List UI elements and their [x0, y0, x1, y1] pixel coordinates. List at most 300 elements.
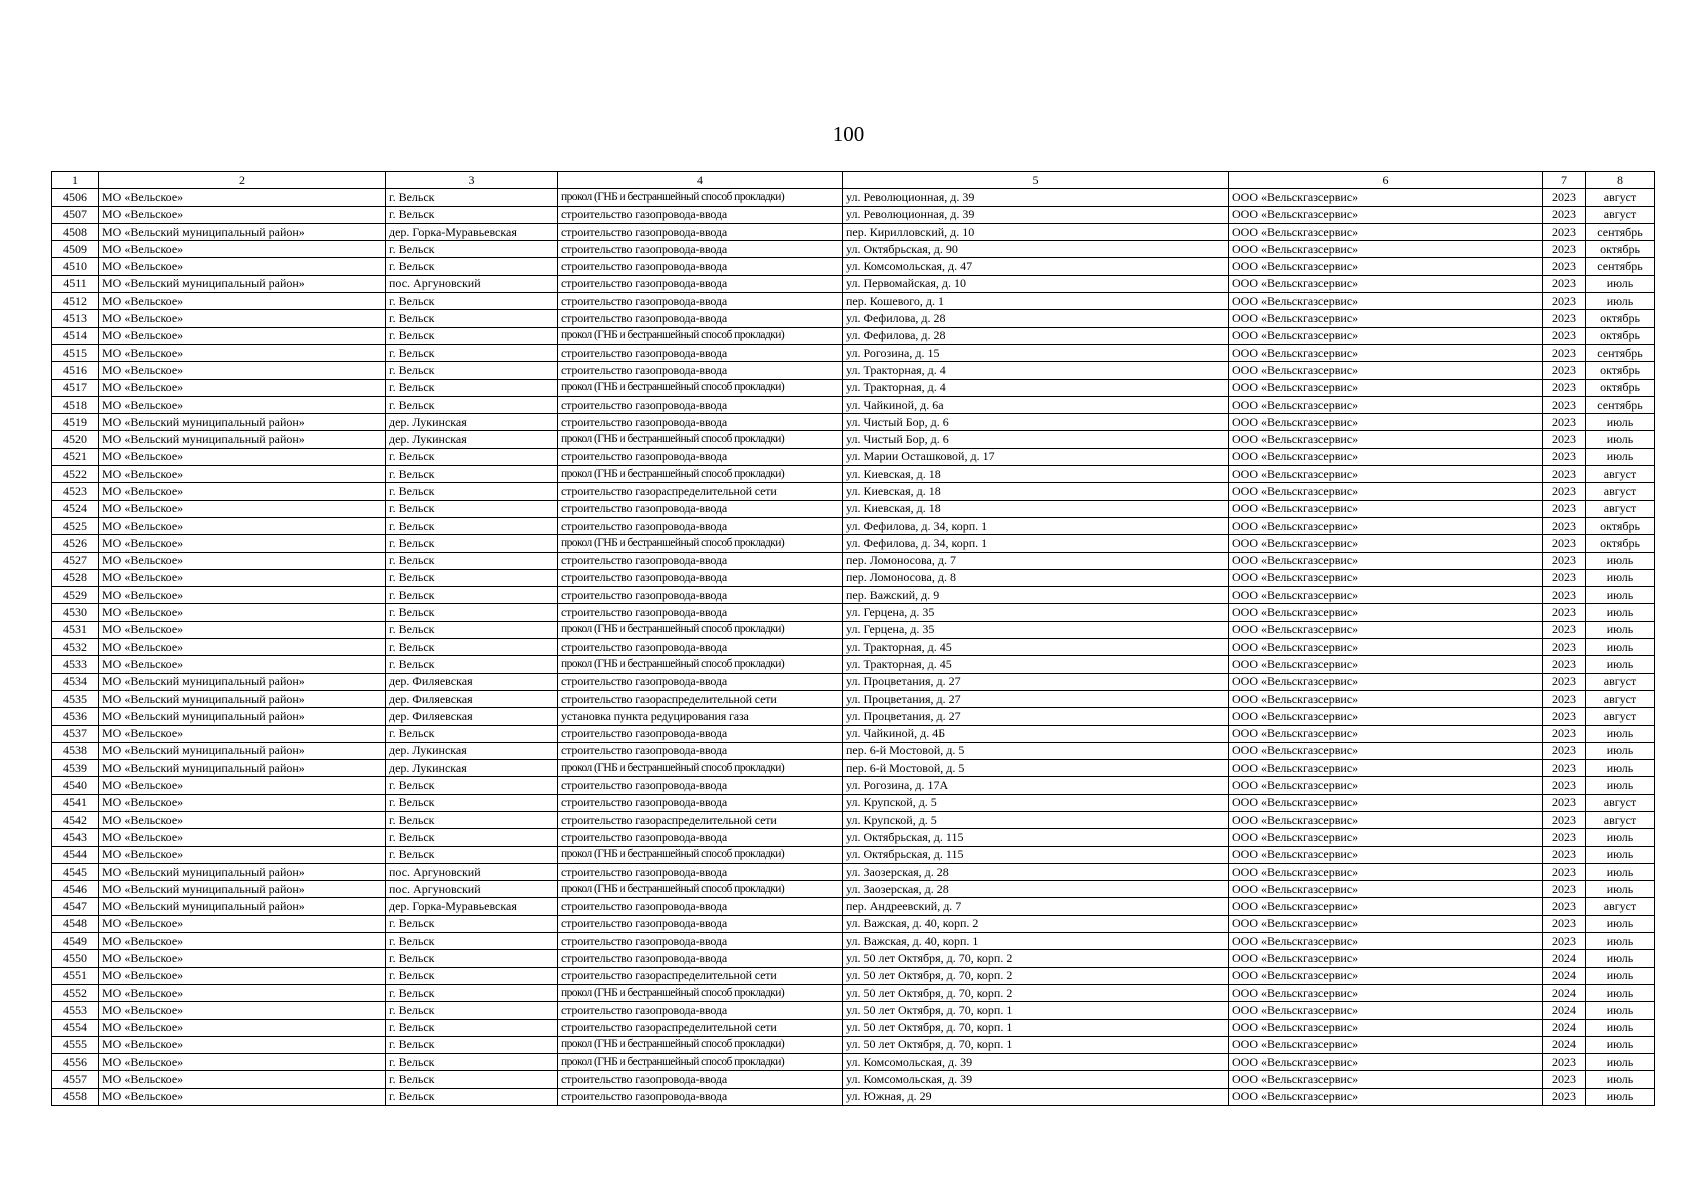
month-cell: сентябрь [1586, 223, 1655, 240]
month-cell: август [1586, 673, 1655, 690]
table-row [52, 690, 1655, 707]
settlement-cell: г. Вельск [386, 984, 558, 1001]
row-number-cell: 4547 [52, 898, 99, 915]
row-number-cell: 4529 [52, 587, 99, 604]
contractor-cell: ООО «Вельскгазсервис» [1229, 811, 1543, 828]
year-cell: 2023 [1543, 587, 1586, 604]
row-number-cell: 4526 [52, 535, 99, 552]
address-cell: ул. Чайкиной, д. 6а [843, 396, 1229, 413]
work-type-cell: строительство газопровода-ввода [558, 275, 843, 292]
address-cell: ул. Процветания, д. 27 [843, 708, 1229, 725]
year-cell: 2023 [1543, 569, 1586, 586]
month-cell: июль [1586, 1071, 1655, 1088]
month-cell: июль [1586, 967, 1655, 984]
row-number-cell: 4517 [52, 379, 99, 396]
work-type-cell: прокол (ГНБ и бестраншейный способ прокладки) [558, 431, 843, 448]
work-type-cell: прокол (ГНБ и бестраншейный способ прокладки) [558, 535, 843, 552]
address-cell: ул. Герцена, д. 35 [843, 621, 1229, 638]
contractor-cell: ООО «Вельскгазсервис» [1229, 327, 1543, 344]
work-type-cell: строительство газопровода-ввода [558, 933, 843, 950]
month-cell: сентябрь [1586, 344, 1655, 361]
year-cell: 2023 [1543, 673, 1586, 690]
municipality-cell: МО «Вельское» [99, 1071, 386, 1088]
year-cell: 2024 [1543, 950, 1586, 967]
work-type-cell: строительство газопровода-ввода [558, 293, 843, 310]
settlement-cell: дер. Горка-Муравьевская [386, 898, 558, 915]
address-cell: пер. 6-й Мостовой, д. 5 [843, 742, 1229, 759]
table-row [52, 431, 1655, 448]
address-cell: ул. Революционная, д. 39 [843, 189, 1229, 206]
address-cell: ул. Тракторная, д. 45 [843, 656, 1229, 673]
month-cell: июль [1586, 448, 1655, 465]
settlement-cell: г. Вельск [386, 552, 558, 569]
address-cell: ул. Процветания, д. 27 [843, 690, 1229, 707]
table-row [52, 587, 1655, 604]
settlement-cell: г. Вельск [386, 362, 558, 379]
municipality-cell: МО «Вельское» [99, 794, 386, 811]
settlement-cell: дер. Филяевская [386, 690, 558, 707]
address-cell: ул. Тракторная, д. 45 [843, 639, 1229, 656]
address-cell: ул. 50 лет Октября, д. 70, корп. 1 [843, 1002, 1229, 1019]
year-cell: 2023 [1543, 1088, 1586, 1105]
contractor-cell: ООО «Вельскгазсервис» [1229, 708, 1543, 725]
contractor-cell: ООО «Вельскгазсервис» [1229, 517, 1543, 534]
row-number-cell: 4516 [52, 362, 99, 379]
table-row [52, 915, 1655, 932]
settlement-cell: г. Вельск [386, 811, 558, 828]
municipality-cell: МО «Вельское» [99, 950, 386, 967]
settlement-cell: г. Вельск [386, 189, 558, 206]
table-row [52, 604, 1655, 621]
table-row [52, 881, 1655, 898]
row-number-cell: 4538 [52, 742, 99, 759]
row-number-cell: 4533 [52, 656, 99, 673]
municipality-cell: МО «Вельское» [99, 829, 386, 846]
contractor-cell: ООО «Вельскгазсервис» [1229, 379, 1543, 396]
row-number-cell: 4524 [52, 500, 99, 517]
contractor-cell: ООО «Вельскгазсервис» [1229, 241, 1543, 258]
municipality-cell: МО «Вельское» [99, 241, 386, 258]
gasification-schedule-table [51, 171, 1655, 1106]
year-cell: 2023 [1543, 396, 1586, 413]
table-row [52, 777, 1655, 794]
row-number-cell: 4527 [52, 552, 99, 569]
settlement-cell: дер. Лукинская [386, 431, 558, 448]
row-number-cell: 4509 [52, 241, 99, 258]
contractor-cell: ООО «Вельскгазсервис» [1229, 1036, 1543, 1053]
row-number-cell: 4520 [52, 431, 99, 448]
work-type-cell: строительство газораспределительной сети [558, 483, 843, 500]
table-header-row [52, 172, 1655, 189]
municipality-cell: МО «Вельский муниципальный район» [99, 760, 386, 777]
row-number-cell: 4514 [52, 327, 99, 344]
address-cell: ул. Первомайская, д. 10 [843, 275, 1229, 292]
address-cell: ул. Октябрьская, д. 115 [843, 829, 1229, 846]
work-type-cell: прокол (ГНБ и бестраншейный способ прокладки) [558, 656, 843, 673]
address-cell: ул. 50 лет Октября, д. 70, корп. 1 [843, 1036, 1229, 1053]
table-row [52, 760, 1655, 777]
year-cell: 2023 [1543, 760, 1586, 777]
column-header-1: 1 [52, 172, 99, 189]
municipality-cell: МО «Вельское» [99, 535, 386, 552]
month-cell: июль [1586, 621, 1655, 638]
municipality-cell: МО «Вельский муниципальный район» [99, 881, 386, 898]
table-row [52, 448, 1655, 465]
work-type-cell: строительство газораспределительной сети [558, 967, 843, 984]
address-cell: ул. Крупской, д. 5 [843, 794, 1229, 811]
month-cell: октябрь [1586, 327, 1655, 344]
table-row [52, 1054, 1655, 1071]
settlement-cell: г. Вельск [386, 500, 558, 517]
row-number-cell: 4512 [52, 293, 99, 310]
contractor-cell: ООО «Вельскгазсервис» [1229, 431, 1543, 448]
row-number-cell: 4536 [52, 708, 99, 725]
address-cell: ул. Важская, д. 40, корп. 1 [843, 933, 1229, 950]
settlement-cell: пос. Аргуновский [386, 275, 558, 292]
municipality-cell: МО «Вельский муниципальный район» [99, 690, 386, 707]
address-cell: пер. Кошевого, д. 1 [843, 293, 1229, 310]
work-type-cell: строительство газопровода-ввода [558, 1071, 843, 1088]
row-number-cell: 4542 [52, 811, 99, 828]
row-number-cell: 4544 [52, 846, 99, 863]
contractor-cell: ООО «Вельскгазсервис» [1229, 466, 1543, 483]
row-number-cell: 4518 [52, 396, 99, 413]
month-cell: август [1586, 708, 1655, 725]
work-type-cell: строительство газопровода-ввода [558, 950, 843, 967]
table-row [52, 517, 1655, 534]
month-cell: июль [1586, 1019, 1655, 1036]
contractor-cell: ООО «Вельскгазсервис» [1229, 310, 1543, 327]
work-type-cell: строительство газопровода-ввода [558, 569, 843, 586]
row-number-cell: 4534 [52, 673, 99, 690]
year-cell: 2023 [1543, 344, 1586, 361]
row-number-cell: 4539 [52, 760, 99, 777]
address-cell: ул. Киевская, д. 18 [843, 466, 1229, 483]
municipality-cell: МО «Вельское» [99, 1002, 386, 1019]
settlement-cell: г. Вельск [386, 293, 558, 310]
month-cell: октябрь [1586, 362, 1655, 379]
table-row [52, 258, 1655, 275]
address-cell: ул. Киевская, д. 18 [843, 500, 1229, 517]
work-type-cell: строительство газораспределительной сети [558, 690, 843, 707]
address-cell: ул. Заозерская, д. 28 [843, 863, 1229, 880]
work-type-cell: прокол (ГНБ и бестраншейный способ прокладки) [558, 621, 843, 638]
contractor-cell: ООО «Вельскгазсервис» [1229, 690, 1543, 707]
year-cell: 2024 [1543, 1002, 1586, 1019]
month-cell: август [1586, 189, 1655, 206]
contractor-cell: ООО «Вельскгазсервис» [1229, 483, 1543, 500]
year-cell: 2023 [1543, 535, 1586, 552]
settlement-cell: г. Вельск [386, 967, 558, 984]
row-number-cell: 4551 [52, 967, 99, 984]
work-type-cell: строительство газопровода-ввода [558, 223, 843, 240]
contractor-cell: ООО «Вельскгазсервис» [1229, 950, 1543, 967]
year-cell: 2023 [1543, 915, 1586, 932]
municipality-cell: МО «Вельское» [99, 777, 386, 794]
table-row [52, 1036, 1655, 1053]
row-number-cell: 4556 [52, 1054, 99, 1071]
month-cell: октябрь [1586, 310, 1655, 327]
work-type-cell: прокол (ГНБ и бестраншейный способ прокладки) [558, 1036, 843, 1053]
row-number-cell: 4555 [52, 1036, 99, 1053]
address-cell: ул. Комсомольская, д. 47 [843, 258, 1229, 275]
municipality-cell: МО «Вельское» [99, 639, 386, 656]
address-cell: ул. Чайкиной, д. 4Б [843, 725, 1229, 742]
year-cell: 2023 [1543, 241, 1586, 258]
municipality-cell: МО «Вельское» [99, 448, 386, 465]
address-cell: ул. Заозерская, д. 28 [843, 881, 1229, 898]
month-cell: август [1586, 690, 1655, 707]
month-cell: июль [1586, 414, 1655, 431]
contractor-cell: ООО «Вельскгазсервис» [1229, 448, 1543, 465]
address-cell: ул. Процветания, д. 27 [843, 673, 1229, 690]
municipality-cell: МО «Вельское» [99, 1054, 386, 1071]
municipality-cell: МО «Вельское» [99, 362, 386, 379]
year-cell: 2023 [1543, 829, 1586, 846]
contractor-cell: ООО «Вельскгазсервис» [1229, 604, 1543, 621]
table-row [52, 206, 1655, 223]
table-row [52, 898, 1655, 915]
settlement-cell: г. Вельск [386, 396, 558, 413]
table-row [52, 846, 1655, 863]
settlement-cell: пос. Аргуновский [386, 881, 558, 898]
row-number-cell: 4510 [52, 258, 99, 275]
settlement-cell: г. Вельск [386, 1071, 558, 1088]
year-cell: 2023 [1543, 933, 1586, 950]
settlement-cell: г. Вельск [386, 1054, 558, 1071]
address-cell: ул. 50 лет Октября, д. 70, корп. 2 [843, 950, 1229, 967]
month-cell: июль [1586, 1088, 1655, 1105]
month-cell: июль [1586, 846, 1655, 863]
table-row [52, 811, 1655, 828]
work-type-cell: строительство газопровода-ввода [558, 258, 843, 275]
month-cell: июль [1586, 293, 1655, 310]
municipality-cell: МО «Вельский муниципальный район» [99, 673, 386, 690]
work-type-cell: прокол (ГНБ и бестраншейный способ прокладки) [558, 327, 843, 344]
address-cell: ул. Комсомольская, д. 39 [843, 1054, 1229, 1071]
table-row [52, 950, 1655, 967]
settlement-cell: дер. Лукинская [386, 760, 558, 777]
table-row [52, 742, 1655, 759]
month-cell: июль [1586, 569, 1655, 586]
column-header-8: 8 [1586, 172, 1655, 189]
contractor-cell: ООО «Вельскгазсервис» [1229, 396, 1543, 413]
year-cell: 2023 [1543, 206, 1586, 223]
table-row [52, 621, 1655, 638]
table-row [52, 466, 1655, 483]
work-type-cell: прокол (ГНБ и бестраншейный способ прокладки) [558, 379, 843, 396]
municipality-cell: МО «Вельское» [99, 915, 386, 932]
settlement-cell: г. Вельск [386, 621, 558, 638]
work-type-cell: строительство газопровода-ввода [558, 604, 843, 621]
municipality-cell: МО «Вельское» [99, 396, 386, 413]
year-cell: 2023 [1543, 708, 1586, 725]
contractor-cell: ООО «Вельскгазсервис» [1229, 1019, 1543, 1036]
row-number-cell: 4522 [52, 466, 99, 483]
municipality-cell: МО «Вельское» [99, 344, 386, 361]
contractor-cell: ООО «Вельскгазсервис» [1229, 639, 1543, 656]
municipality-cell: МО «Вельское» [99, 846, 386, 863]
municipality-cell: МО «Вельское» [99, 379, 386, 396]
month-cell: июль [1586, 604, 1655, 621]
contractor-cell: ООО «Вельскгазсервис» [1229, 1002, 1543, 1019]
year-cell: 2023 [1543, 604, 1586, 621]
row-number-cell: 4552 [52, 984, 99, 1001]
contractor-cell: ООО «Вельскгазсервис» [1229, 881, 1543, 898]
month-cell: октябрь [1586, 379, 1655, 396]
contractor-cell: ООО «Вельскгазсервис» [1229, 258, 1543, 275]
contractor-cell: ООО «Вельскгазсервис» [1229, 967, 1543, 984]
municipality-cell: МО «Вельский муниципальный район» [99, 708, 386, 725]
settlement-cell: г. Вельск [386, 915, 558, 932]
table-row [52, 552, 1655, 569]
table-row [52, 1002, 1655, 1019]
settlement-cell: г. Вельск [386, 656, 558, 673]
address-cell: ул. Рогозина, д. 17А [843, 777, 1229, 794]
address-cell: ул. 50 лет Октября, д. 70, корп. 1 [843, 1019, 1229, 1036]
contractor-cell: ООО «Вельскгазсервис» [1229, 898, 1543, 915]
year-cell: 2023 [1543, 189, 1586, 206]
year-cell: 2023 [1543, 362, 1586, 379]
work-type-cell: строительство газопровода-ввода [558, 1088, 843, 1105]
month-cell: июль [1586, 552, 1655, 569]
work-type-cell: строительство газопровода-ввода [558, 344, 843, 361]
address-cell: ул. Герцена, д. 35 [843, 604, 1229, 621]
settlement-cell: г. Вельск [386, 310, 558, 327]
municipality-cell: МО «Вельское» [99, 984, 386, 1001]
year-cell: 2023 [1543, 742, 1586, 759]
contractor-cell: ООО «Вельскгазсервис» [1229, 915, 1543, 932]
contractor-cell: ООО «Вельскгазсервис» [1229, 1071, 1543, 1088]
contractor-cell: ООО «Вельскгазсервис» [1229, 587, 1543, 604]
address-cell: ул. Фефилова, д. 34, корп. 1 [843, 535, 1229, 552]
municipality-cell: МО «Вельское» [99, 466, 386, 483]
year-cell: 2023 [1543, 846, 1586, 863]
contractor-cell: ООО «Вельскгазсервис» [1229, 777, 1543, 794]
address-cell: ул. Октябрьская, д. 90 [843, 241, 1229, 258]
year-cell: 2023 [1543, 431, 1586, 448]
year-cell: 2023 [1543, 552, 1586, 569]
month-cell: июль [1586, 984, 1655, 1001]
settlement-cell: г. Вельск [386, 933, 558, 950]
work-type-cell: строительство газораспределительной сети [558, 1019, 843, 1036]
municipality-cell: МО «Вельское» [99, 604, 386, 621]
year-cell: 2023 [1543, 414, 1586, 431]
row-number-cell: 4513 [52, 310, 99, 327]
settlement-cell: г. Вельск [386, 379, 558, 396]
table-row [52, 241, 1655, 258]
column-header-2: 2 [99, 172, 386, 189]
address-cell: ул. Важская, д. 40, корп. 2 [843, 915, 1229, 932]
year-cell: 2023 [1543, 794, 1586, 811]
row-number-cell: 4558 [52, 1088, 99, 1105]
municipality-cell: МО «Вельский муниципальный район» [99, 275, 386, 292]
row-number-cell: 4546 [52, 881, 99, 898]
table-row [52, 344, 1655, 361]
municipality-cell: МО «Вельское» [99, 258, 386, 275]
contractor-cell: ООО «Вельскгазсервис» [1229, 1088, 1543, 1105]
year-cell: 2023 [1543, 1071, 1586, 1088]
address-cell: ул. Фефилова, д. 28 [843, 327, 1229, 344]
year-cell: 2023 [1543, 483, 1586, 500]
municipality-cell: МО «Вельское» [99, 1036, 386, 1053]
year-cell: 2023 [1543, 690, 1586, 707]
settlement-cell: г. Вельск [386, 950, 558, 967]
row-number-cell: 4515 [52, 344, 99, 361]
address-cell: ул. Тракторная, д. 4 [843, 379, 1229, 396]
row-number-cell: 4535 [52, 690, 99, 707]
work-type-cell: прокол (ГНБ и бестраншейный способ прокладки) [558, 846, 843, 863]
address-cell: ул. Рогозина, д. 15 [843, 344, 1229, 361]
settlement-cell: г. Вельск [386, 1088, 558, 1105]
table-row [52, 794, 1655, 811]
settlement-cell: г. Вельск [386, 569, 558, 586]
month-cell: август [1586, 483, 1655, 500]
year-cell: 2023 [1543, 777, 1586, 794]
contractor-cell: ООО «Вельскгазсервис» [1229, 293, 1543, 310]
month-cell: август [1586, 811, 1655, 828]
contractor-cell: ООО «Вельскгазсервис» [1229, 846, 1543, 863]
contractor-cell: ООО «Вельскгазсервис» [1229, 725, 1543, 742]
table-row [52, 500, 1655, 517]
table-row [52, 639, 1655, 656]
month-cell: июль [1586, 1054, 1655, 1071]
month-cell: июль [1586, 587, 1655, 604]
table-row [52, 967, 1655, 984]
municipality-cell: МО «Вельский муниципальный район» [99, 898, 386, 915]
row-number-cell: 4523 [52, 483, 99, 500]
contractor-cell: ООО «Вельскгазсервис» [1229, 656, 1543, 673]
address-cell: ул. Чистый Бор, д. 6 [843, 414, 1229, 431]
contractor-cell: ООО «Вельскгазсервис» [1229, 189, 1543, 206]
year-cell: 2023 [1543, 1054, 1586, 1071]
settlement-cell: г. Вельск [386, 258, 558, 275]
municipality-cell: МО «Вельский муниципальный район» [99, 223, 386, 240]
municipality-cell: МО «Вельское» [99, 587, 386, 604]
year-cell: 2023 [1543, 517, 1586, 534]
municipality-cell: МО «Вельское» [99, 656, 386, 673]
month-cell: август [1586, 500, 1655, 517]
address-cell: ул. Чистый Бор, д. 6 [843, 431, 1229, 448]
settlement-cell: г. Вельск [386, 1002, 558, 1019]
contractor-cell: ООО «Вельскгазсервис» [1229, 1054, 1543, 1071]
year-cell: 2024 [1543, 1019, 1586, 1036]
address-cell: ул. 50 лет Октября, д. 70, корп. 2 [843, 984, 1229, 1001]
address-cell: ул. Тракторная, д. 4 [843, 362, 1229, 379]
row-number-cell: 4537 [52, 725, 99, 742]
work-type-cell: строительство газопровода-ввода [558, 915, 843, 932]
address-cell: ул. Крупской, д. 5 [843, 811, 1229, 828]
table-row [52, 569, 1655, 586]
municipality-cell: МО «Вельское» [99, 189, 386, 206]
row-number-cell: 4525 [52, 517, 99, 534]
work-type-cell: строительство газопровода-ввода [558, 1002, 843, 1019]
row-number-cell: 4541 [52, 794, 99, 811]
work-type-cell: строительство газопровода-ввода [558, 414, 843, 431]
address-cell: ул. Южная, д. 29 [843, 1088, 1229, 1105]
municipality-cell: МО «Вельское» [99, 552, 386, 569]
month-cell: июль [1586, 275, 1655, 292]
year-cell: 2023 [1543, 466, 1586, 483]
year-cell: 2023 [1543, 293, 1586, 310]
year-cell: 2023 [1543, 639, 1586, 656]
work-type-cell: строительство газопровода-ввода [558, 448, 843, 465]
settlement-cell: г. Вельск [386, 1019, 558, 1036]
contractor-cell: ООО «Вельскгазсервис» [1229, 552, 1543, 569]
address-cell: ул. Киевская, д. 18 [843, 483, 1229, 500]
table-row [52, 933, 1655, 950]
month-cell: июль [1586, 881, 1655, 898]
